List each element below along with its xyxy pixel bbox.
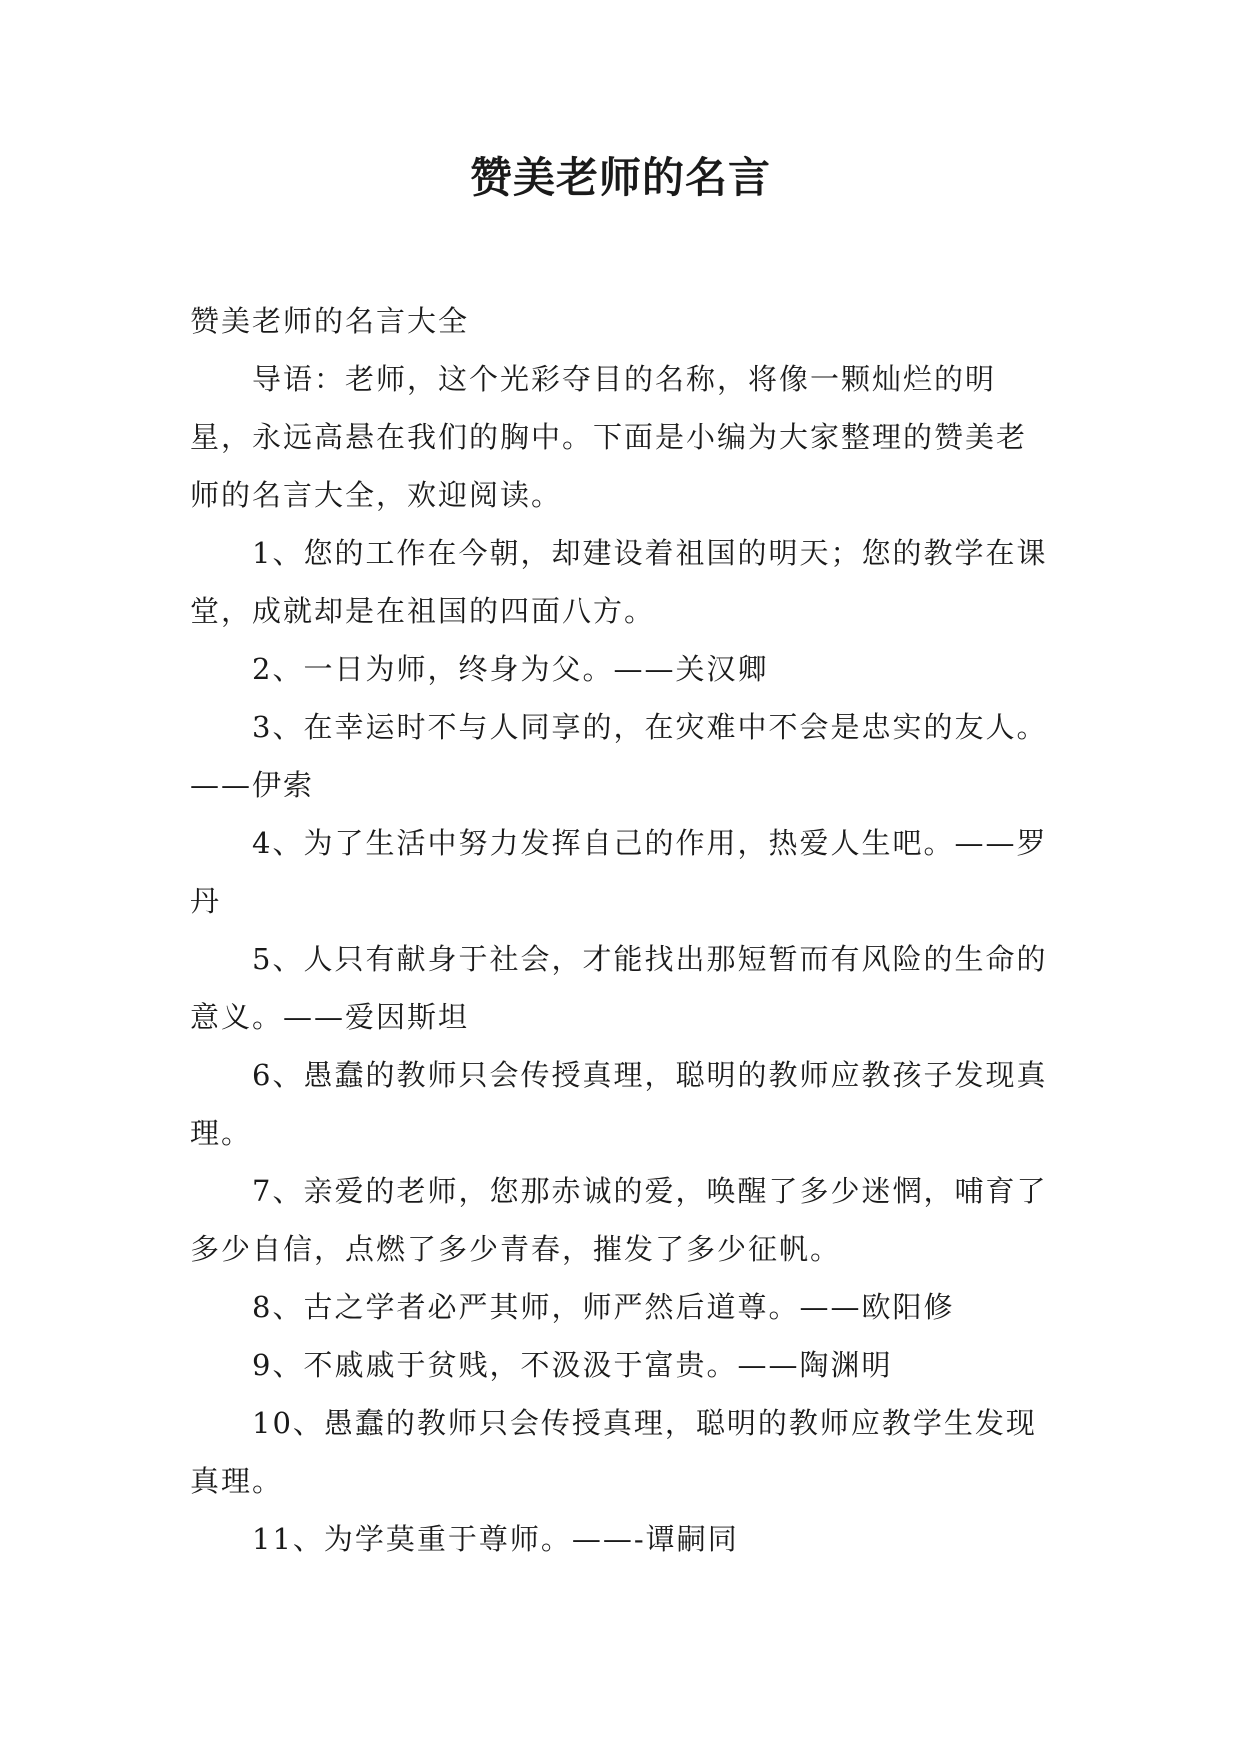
quote-2: 2、一日为师，终身为父。——关汉卿 xyxy=(252,652,769,686)
quote-5: 5、人只有献身于社会，才能找出那短暂而有风险的生命的意义。——爱因斯坦 xyxy=(190,942,1048,1034)
document-body xyxy=(190,292,1050,1568)
quote-6: 6、愚蠢的教师只会传授真理，聪明的教师应教孩子发现真理。 xyxy=(190,1058,1048,1150)
quote-8: 8、古之学者必严其师，师严然后道尊。——欧阳修 xyxy=(252,1290,955,1324)
intro-paragraph: 导语：老师，这个光彩夺目的名称，将像一颗灿烂的明星，永远高悬在我们的胸中。下面是小编为大家整理的赞美老师的名言大全，欢迎阅读。 xyxy=(190,362,1028,512)
section-heading: 赞美老师的名言大全 xyxy=(190,304,470,338)
quote-1: 1、您的工作在今朝，却建设着祖国的明天；您的教学在课堂，成就却是在祖国的四面八方。 xyxy=(190,536,1048,628)
quote-3: 3、在幸运时不与人同享的，在灾难中不会是忠实的友人。——伊索 xyxy=(190,710,1048,802)
quote-11: 11、为学莫重于尊师。——-谭嗣同 xyxy=(252,1522,739,1556)
document-title: 赞美老师的名言 xyxy=(469,153,771,202)
quote-9: 9、不戚戚于贫贱，不汲汲于富贵。——陶渊明 xyxy=(252,1348,893,1382)
quote-7: 7、亲爱的老师，您那赤诚的爱，唤醒了多少迷惘，哺育了多少自信，点燃了多少青春，摧发了多少征帆。 xyxy=(190,1174,1048,1266)
quote-10: 10、愚蠢的教师只会传授真理，聪明的教师应教学生发现真理。 xyxy=(190,1406,1037,1498)
quote-4: 4、为了生活中努力发挥自己的作用，热爱人生吧。——罗丹 xyxy=(190,826,1048,918)
